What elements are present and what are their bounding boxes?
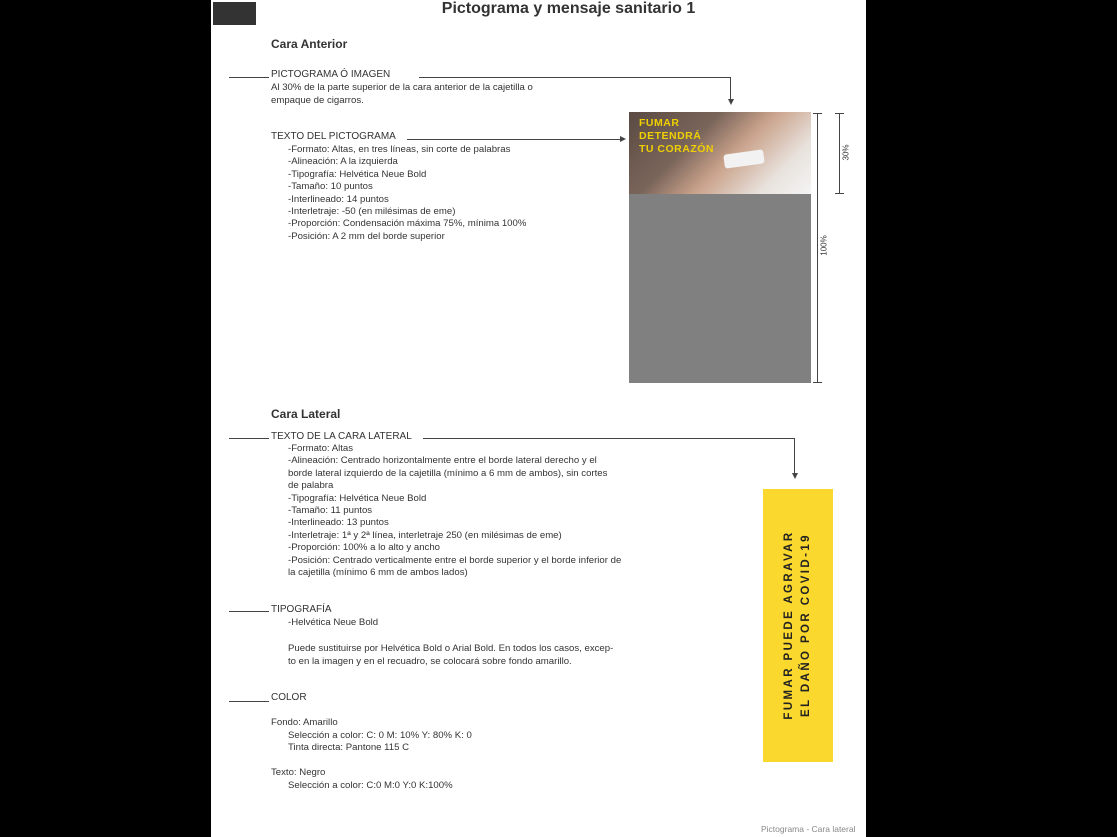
pictogram-arrow-line <box>419 77 731 78</box>
color-leader-line <box>229 701 269 702</box>
spec-item: -Interlineado: 13 puntos <box>288 517 389 529</box>
side-text-label: TEXTO DE LA CARA LATERAL <box>271 431 412 442</box>
side-panel-mockup <box>763 489 833 762</box>
image-text-line: DETENDRÁ <box>639 130 702 142</box>
spec-item: -Posición: Centrado verticalmente entre el borde superior y el borde inferior de <box>288 554 622 566</box>
dim-30-line <box>839 113 840 193</box>
document-page <box>211 0 866 837</box>
spec-item: -Formato: Altas <box>288 443 354 454</box>
side-warning-line: FUMAR PUEDE AGRAVAR <box>783 530 795 720</box>
bg-color-selection: Selección a color: C: 0 M: 10% Y: 80% K: 0 <box>288 730 472 741</box>
pictogram-leader-line <box>229 77 269 78</box>
typo-label: TIPOGRAFÍA <box>271 604 332 615</box>
dim-tick <box>813 113 822 114</box>
typo-leader-line <box>229 611 269 612</box>
color-label: COLOR <box>271 692 307 703</box>
pictogram-desc-line: empaque de cigarros. <box>271 94 364 106</box>
pictogram-label: PICTOGRAMA Ó IMAGEN <box>271 69 391 80</box>
spec-item: la cajetilla (mínimo 6 mm de ambos lados) <box>288 567 468 579</box>
pictogram-text-label: TEXTO DEL PICTOGRAMA <box>271 131 396 142</box>
typo-item: -Helvética Neue Bold <box>288 617 379 628</box>
pictogram-desc-line: Al 30% de la parte superior de la cara anterior de la cajetilla o <box>271 82 533 93</box>
dim-100-line <box>817 113 818 383</box>
spec-item: -Formato: Altas, en tres líneas, sin corte de palabras <box>288 144 511 155</box>
typo-note <box>288 643 613 668</box>
side-text-specs <box>288 443 621 579</box>
bg-color-label: Fondo: Amarillo <box>271 717 338 728</box>
spec-item: de palabra <box>288 480 334 492</box>
spec-item: borde lateral izquierdo de la cajetilla (mínimo a 6 mm de ambos), sin cortes <box>288 467 608 479</box>
image-text-line: FUMAR <box>639 117 680 129</box>
arrow-down-icon <box>792 473 798 479</box>
side-arrow-drop <box>794 438 795 473</box>
pictogram-text-arrow-line <box>407 139 621 140</box>
pictogram-image-text <box>639 117 714 156</box>
side-warning-text <box>781 530 815 719</box>
pictogram-text-specs <box>271 144 526 243</box>
side-leader-line <box>229 438 269 439</box>
side-heading: Cara Lateral <box>271 407 341 421</box>
side-warning-line: EL DAÑO POR COVID-19 <box>800 533 812 717</box>
page-footer: Pictograma - Cara lateral <box>761 824 856 834</box>
typo-note-line: Puede sustituirse por Helvética Bold o Arial Bold. En todos los casos, excep- <box>288 643 614 654</box>
photo-detail <box>723 149 765 168</box>
arrow-down-icon <box>728 99 734 105</box>
dim-tick <box>813 382 822 383</box>
pictogram-arrow-drop <box>730 77 731 100</box>
dim-tick <box>835 193 844 194</box>
arrow-right-icon <box>620 136 626 142</box>
spec-item: -Alineación: A la izquierda <box>288 156 398 168</box>
dim-tick <box>835 113 844 114</box>
side-arrow-line <box>423 438 794 439</box>
page-title: Pictograma y mensaje sanitario 1 <box>441 0 696 17</box>
spec-item: -Tamaño: 10 puntos <box>288 181 373 193</box>
spec-item: -Proporción: 100% a lo alto y ancho <box>288 542 440 554</box>
spec-item: -Proporción: Condensación máxima 75%, mínima 100% <box>288 218 527 230</box>
pictogram-desc <box>271 82 533 107</box>
dim-100-label: 100% <box>819 235 829 256</box>
spec-item: -Alineación: Centrado horizontalmente entre el borde lateral derecho y el <box>288 455 597 467</box>
dim-30-label: 30% <box>841 144 851 161</box>
spec-item: -Tipografía: Helvética Neue Bold <box>288 168 427 180</box>
bg-color-pantone: Tinta directa: Pantone 115 C <box>288 742 410 753</box>
pack-front-body <box>629 194 811 383</box>
text-color-selection: Selección a color: C:0 M:0 Y:0 K:100% <box>288 780 453 791</box>
spec-item: -Posición: A 2 mm del borde superior <box>288 230 445 242</box>
image-text-line: TU CORAZÓN <box>639 143 714 155</box>
spec-item: -Tamaño: 11 puntos <box>288 505 373 517</box>
spec-item: -Interlineado: 14 puntos <box>288 193 389 205</box>
text-color-label: Texto: Negro <box>271 767 326 778</box>
pictogram-photo <box>629 112 811 194</box>
front-heading: Cara Anterior <box>271 37 348 51</box>
spec-item: -Tipografía: Helvética Neue Bold <box>288 492 427 504</box>
spec-item: -Interletraje: -50 (en milésimas de eme) <box>288 206 456 218</box>
typo-note-line: to en la imagen y en el recuadro, se colocará sobre fondo amarillo. <box>288 655 572 667</box>
spec-item: -Interletraje: 1ª y 2ª línea, interletraje 250 (en milésimas de eme) <box>288 529 562 541</box>
